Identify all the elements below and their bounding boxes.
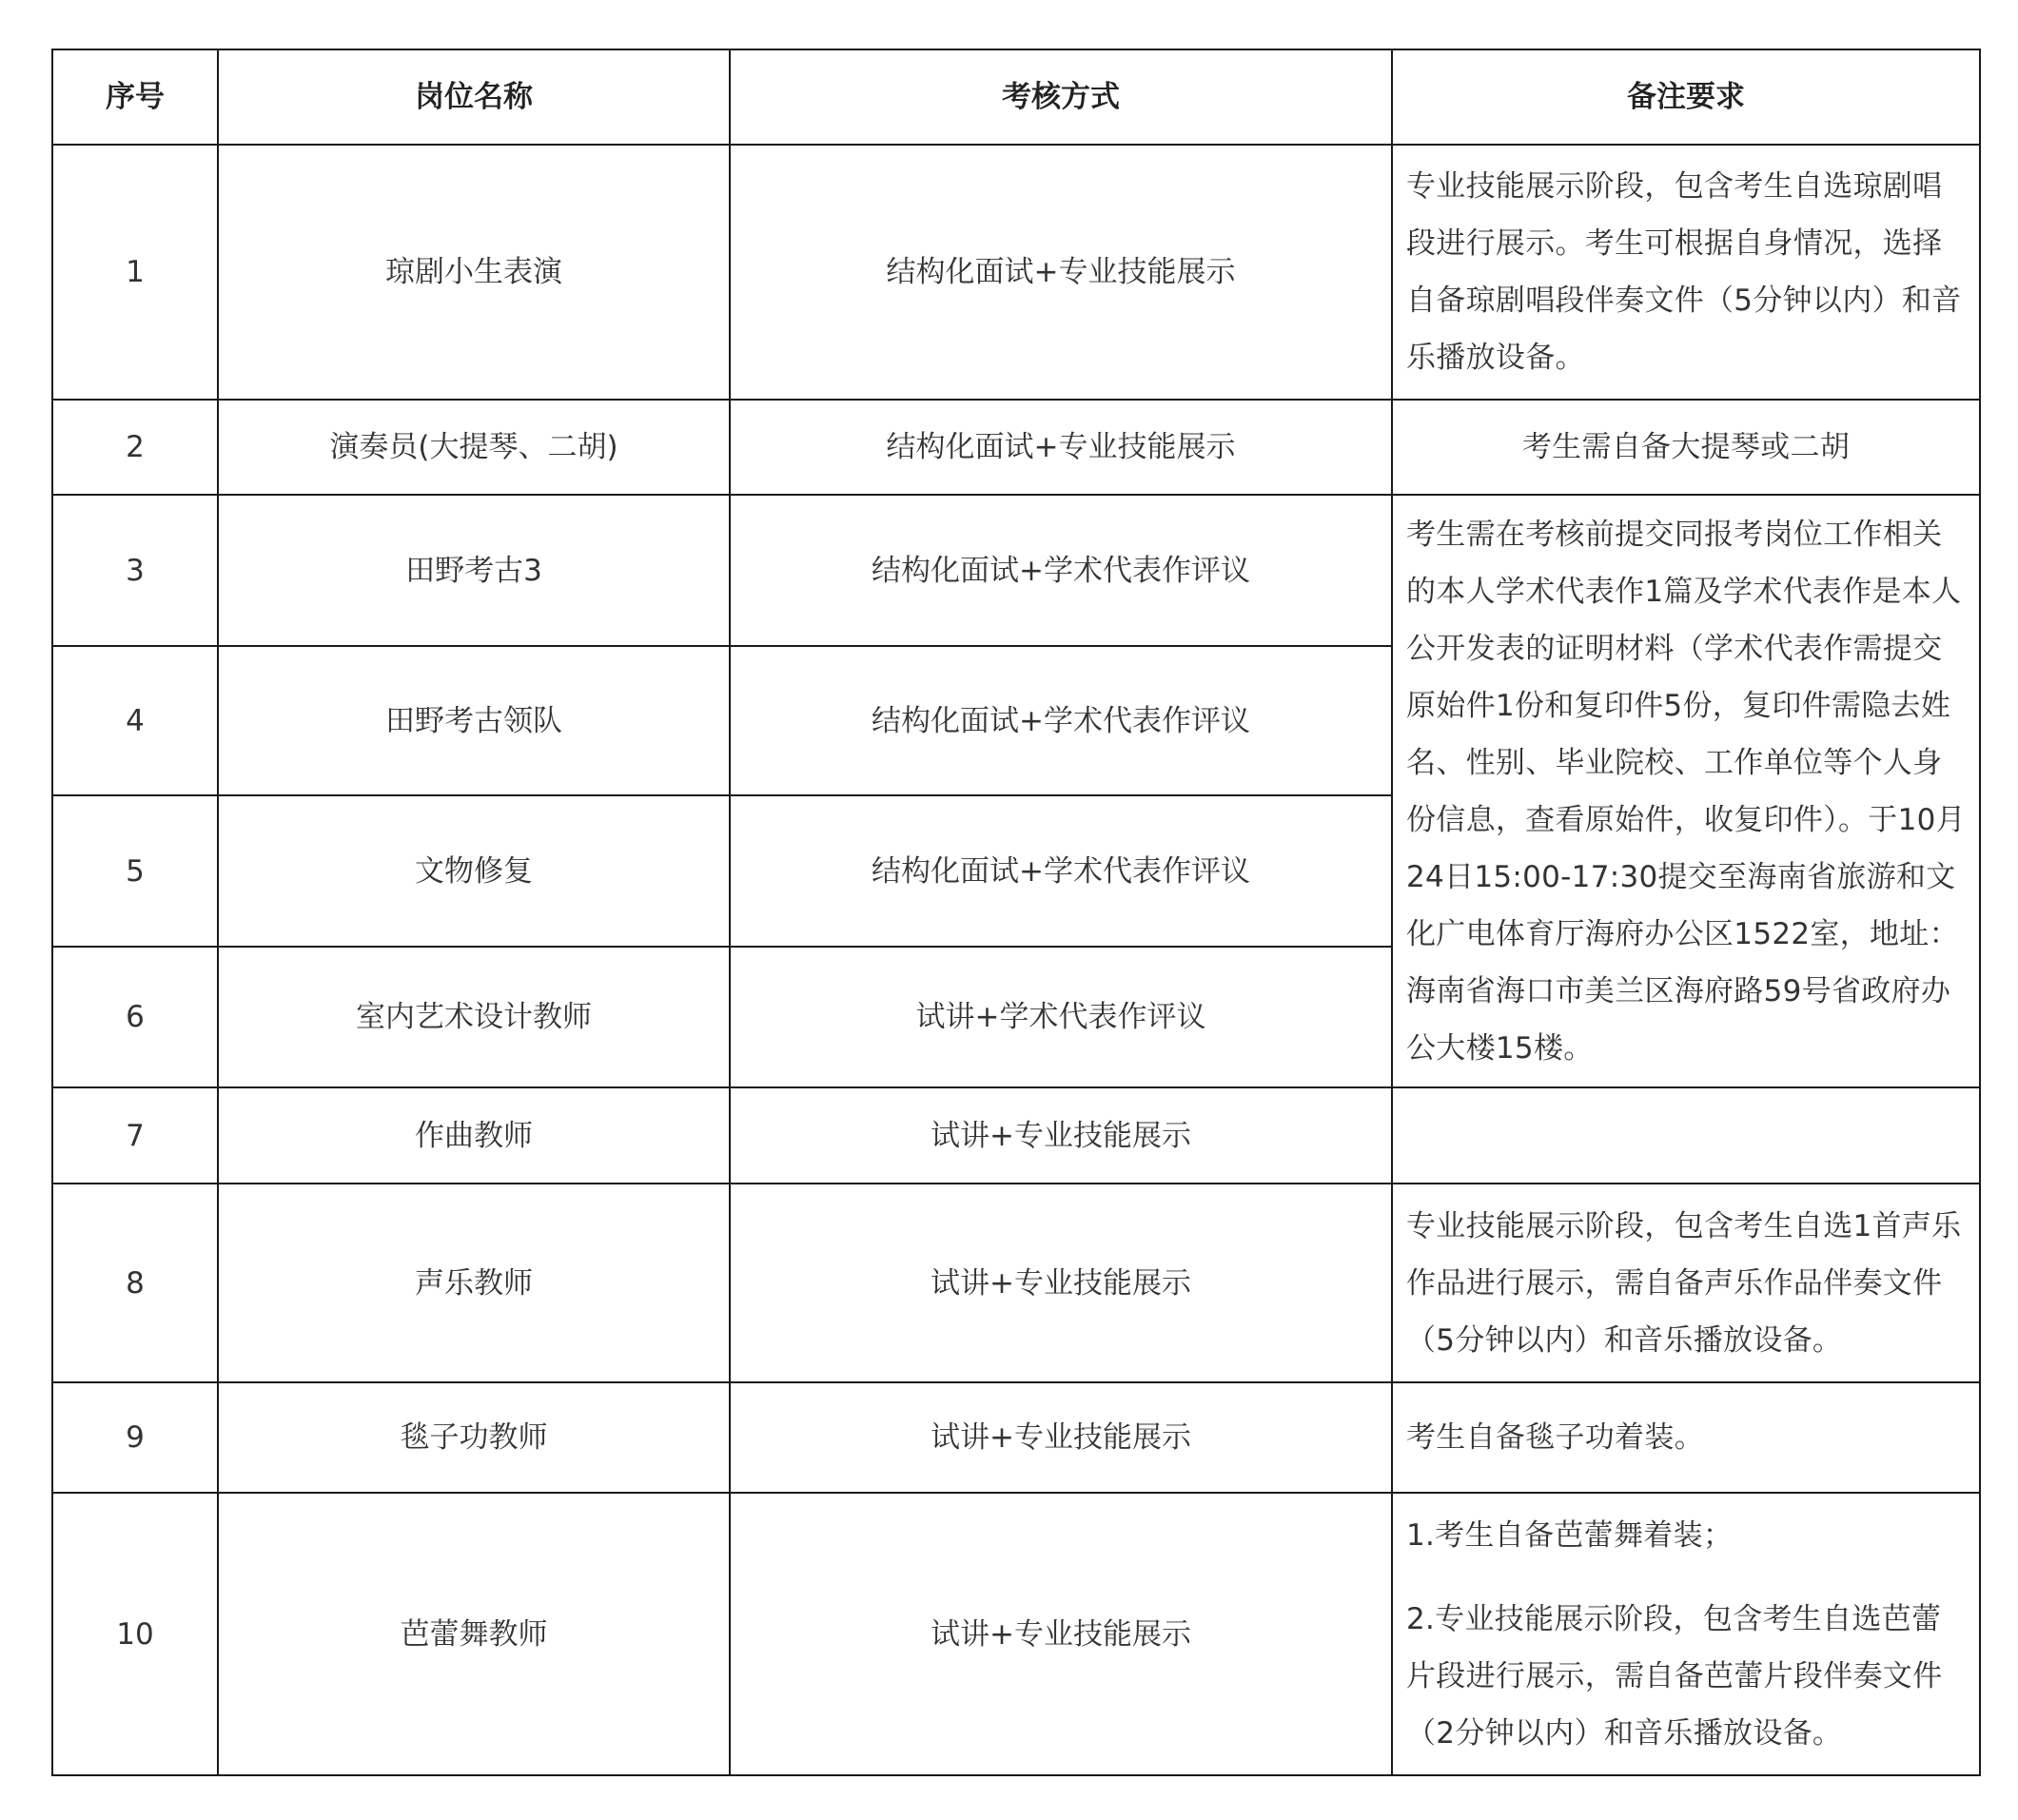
row-no: 2: [52, 400, 218, 495]
row-method: 结构化面试+学术代表作评议: [730, 495, 1392, 646]
row-method: 试讲+学术代表作评议: [730, 947, 1392, 1087]
row-no: 4: [52, 646, 218, 795]
table-row: [52, 1493, 1980, 1775]
row-method: 结构化面试+学术代表作评议: [730, 795, 1392, 947]
row-position: 芭蕾舞教师: [218, 1493, 730, 1775]
row-no: 1: [52, 145, 218, 400]
table-row: [52, 495, 1980, 646]
row-no: 8: [52, 1184, 218, 1382]
row-method: 试讲+专业技能展示: [730, 1382, 1392, 1493]
row-position: 室内艺术设计教师: [218, 947, 730, 1087]
header-row: [52, 49, 1980, 145]
row-method: 试讲+专业技能展示: [730, 1184, 1392, 1382]
row-method: 试讲+专业技能展示: [730, 1087, 1392, 1184]
row-remark: 考生需自备大提琴或二胡: [1392, 400, 1980, 495]
row-no: 10: [52, 1493, 218, 1775]
row-position: 田野考古3: [218, 495, 730, 646]
table-row: [52, 145, 1980, 400]
row-remark: 专业技能展示阶段，包含考生自选1首声乐作品进行展示，需自备声乐作品伴奏文件（5分钟以内）和音乐播放设备。: [1392, 1184, 1980, 1382]
row-method: 试讲+专业技能展示: [730, 1493, 1392, 1775]
row-position: 作曲教师: [218, 1087, 730, 1184]
row-position: 文物修复: [218, 795, 730, 947]
table-row: [52, 1184, 1980, 1382]
header-position: 岗位名称: [218, 49, 730, 145]
row-method: 结构化面试+专业技能展示: [730, 400, 1392, 495]
row-position: 琼剧小生表演: [218, 145, 730, 400]
exam-requirements-table: [51, 49, 1981, 1776]
header-remarks: 备注要求: [1392, 49, 1980, 145]
row-position: 演奏员(大提琴、二胡): [218, 400, 730, 495]
row-no: 5: [52, 795, 218, 947]
row-remark: 专业技能展示阶段，包含考生自选琼剧唱段进行展示。考生可根据自身情况，选择自备琼剧唱段伴奏文件（5分钟以内）和音乐播放设备。: [1392, 145, 1980, 400]
row-no: 6: [52, 947, 218, 1087]
row-method: 结构化面试+学术代表作评议: [730, 646, 1392, 795]
remark-paragraph: 1.考生自备芭蕾舞着装；: [1406, 1517, 1734, 1553]
remark-paragraph: 2.专业技能展示阶段，包含考生自选芭蕾片段进行展示，需自备芭蕾片段伴奏文件（2分钟以内）和音乐播放设备。: [1406, 1601, 1943, 1751]
table-row: [52, 1087, 1980, 1184]
table-row: [52, 400, 1980, 495]
row-method: 结构化面试+专业技能展示: [730, 145, 1392, 400]
header-method: 考核方式: [730, 49, 1392, 145]
row-remark-shared: 考生需在考核前提交同报考岗位工作相关的本人学术代表作1篇及学术代表作是本人公开发表的证明材料（学术代表作需提交原始件1份和复印件5份，复印件需隐去姓名、性别、毕业院校、工作单位等个人身份信息，查看原始件，收复印件）。于10月24日15:00-17:30提交至海南省旅游和文化广电体育厅海府办公区1522室，地址：海南省海口市美兰区海府路59号省政府办公大楼15楼。: [1392, 495, 1980, 1087]
row-position: 田野考古领队: [218, 646, 730, 795]
row-no: 7: [52, 1087, 218, 1184]
row-remark: [1392, 1087, 1980, 1184]
row-remark: [1392, 1493, 1980, 1775]
row-position: 声乐教师: [218, 1184, 730, 1382]
row-no: 3: [52, 495, 218, 646]
row-remark: 考生自备毯子功着装。: [1392, 1382, 1980, 1493]
row-position: 毯子功教师: [218, 1382, 730, 1493]
header-no: 序号: [52, 49, 218, 145]
row-no: 9: [52, 1382, 218, 1493]
table-row: [52, 1382, 1980, 1493]
